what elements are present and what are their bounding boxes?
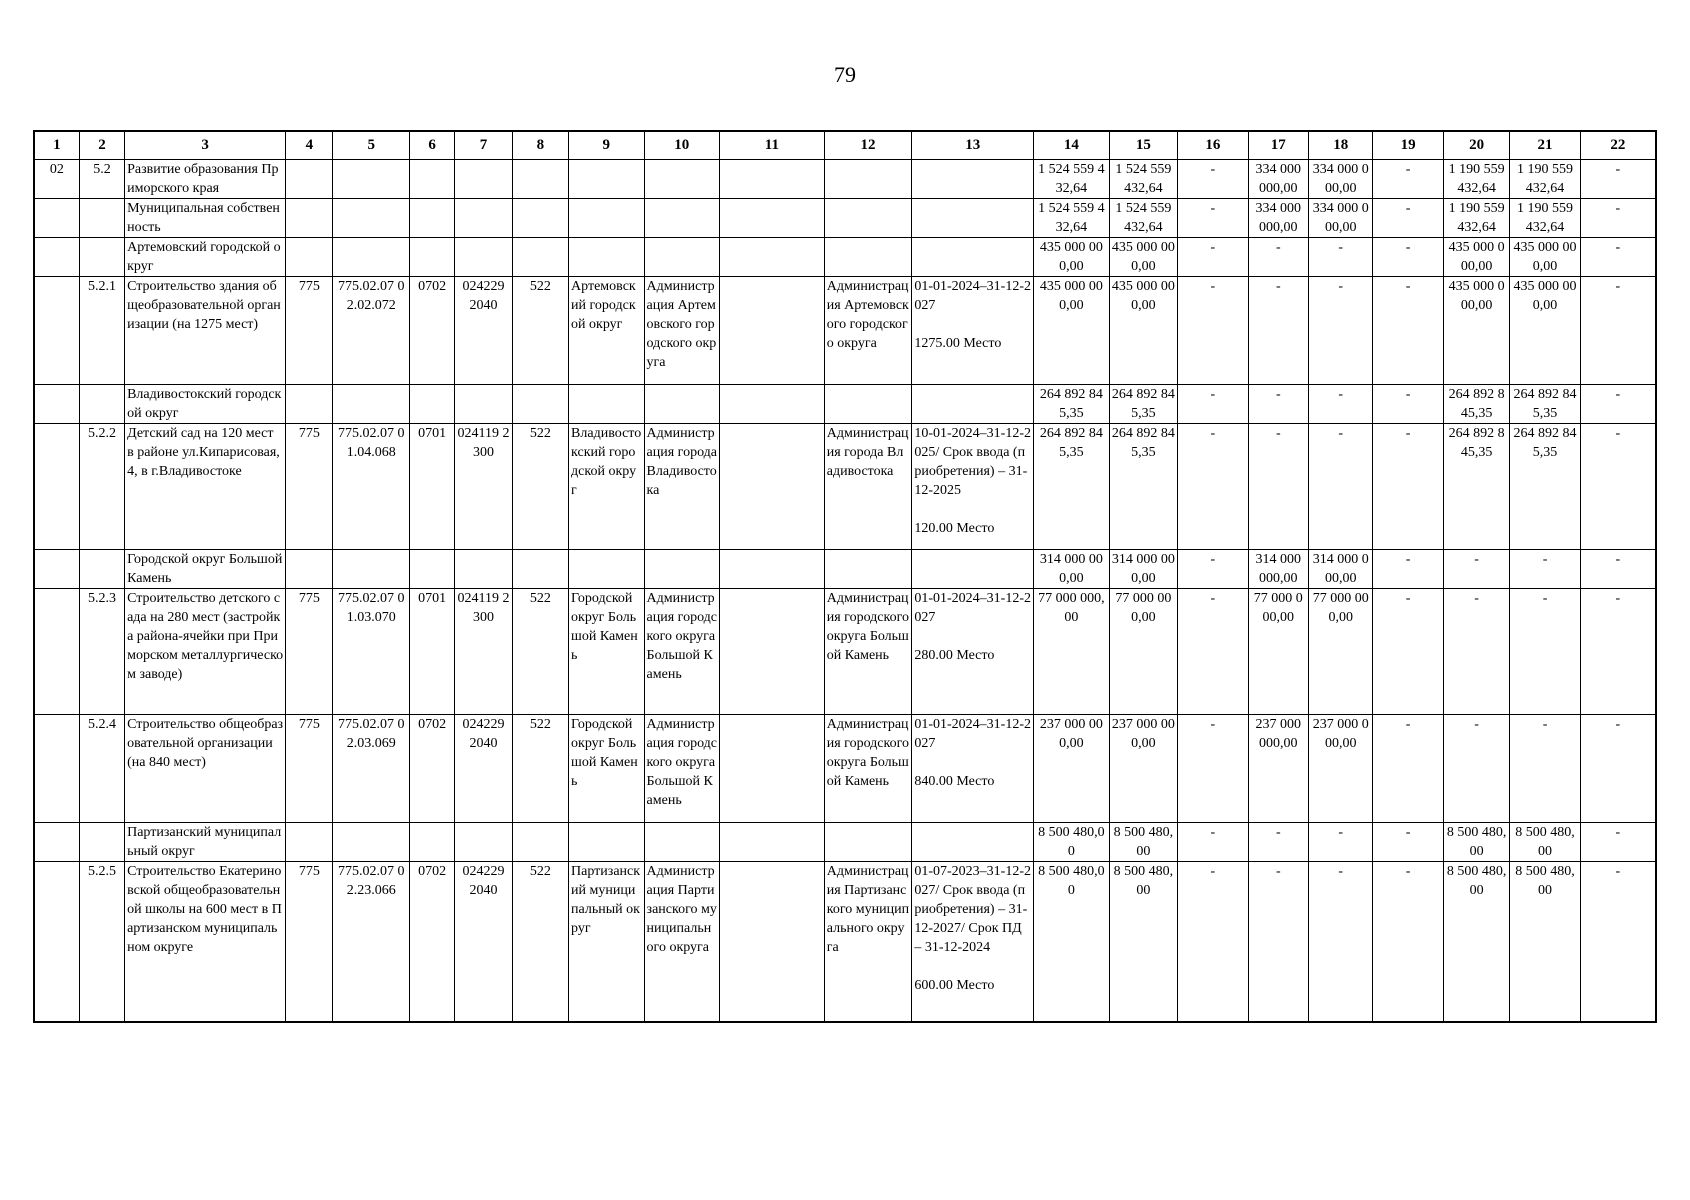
table-cell xyxy=(912,550,1034,589)
table-cell xyxy=(720,238,825,277)
table-cell xyxy=(512,160,568,199)
table-cell: 314 000 000,00 xyxy=(1109,550,1177,589)
table-cell xyxy=(34,385,79,424)
table-cell xyxy=(512,238,568,277)
table-cell: 1 190 559 432,64 xyxy=(1443,160,1509,199)
table-cell: 77 000 000,00 xyxy=(1308,589,1372,715)
table-cell: - xyxy=(1248,424,1308,550)
table-cell: - xyxy=(1248,385,1308,424)
table-cell xyxy=(455,385,512,424)
table-cell: - xyxy=(1580,550,1656,589)
table-cell xyxy=(34,424,79,550)
table-cell xyxy=(286,199,333,238)
table-cell: Администрация городского округа Большой Камень xyxy=(824,715,912,823)
table-cell xyxy=(824,199,912,238)
table-cell: 0702 xyxy=(410,862,455,1022)
column-header: 22 xyxy=(1580,131,1656,160)
table-cell xyxy=(569,385,645,424)
header-row xyxy=(34,131,1656,160)
table-cell: 237 000 000,00 xyxy=(1308,715,1372,823)
table-cell: 1 190 559 432,64 xyxy=(1443,199,1509,238)
table-cell: - xyxy=(1580,199,1656,238)
table-cell: 334 000 000,00 xyxy=(1248,199,1308,238)
table-cell: 264 892 845,35 xyxy=(1109,424,1177,550)
table-cell: - xyxy=(1580,589,1656,715)
table-header xyxy=(34,131,1656,160)
table-cell: Артемовский городской округ xyxy=(125,238,286,277)
table-cell xyxy=(34,715,79,823)
table-cell: 314 000 000,00 xyxy=(1034,550,1110,589)
table-row xyxy=(34,715,1656,823)
table-cell xyxy=(720,550,825,589)
table-cell xyxy=(333,160,410,199)
table-cell xyxy=(569,550,645,589)
table-cell: 522 xyxy=(512,715,568,823)
table-cell: 8 500 480,00 xyxy=(1443,862,1509,1022)
table-cell: - xyxy=(1580,385,1656,424)
table-cell: - xyxy=(1373,862,1443,1022)
table-cell xyxy=(720,823,825,862)
table-cell: - xyxy=(1510,550,1580,589)
table-cell: - xyxy=(1178,550,1248,589)
table-cell: Детский сад на 120 мест в районе ул.Кипарисовая, 4, в г.Владивостоке xyxy=(125,424,286,550)
column-header: 3 xyxy=(125,131,286,160)
table-cell xyxy=(644,550,720,589)
table-cell: 775 xyxy=(286,862,333,1022)
table-row xyxy=(34,424,1656,550)
table-cell xyxy=(410,238,455,277)
table-cell: - xyxy=(1308,424,1372,550)
table-cell: - xyxy=(1178,862,1248,1022)
table-cell: 77 000 000,00 xyxy=(1034,589,1110,715)
table-cell xyxy=(333,199,410,238)
table-cell: - xyxy=(1178,199,1248,238)
table-cell xyxy=(34,823,79,862)
table-cell: Администрация Артемовского городского округа xyxy=(824,277,912,385)
table-cell: - xyxy=(1443,589,1509,715)
table-cell: 0702 xyxy=(410,277,455,385)
table-cell: 1 190 559 432,64 xyxy=(1510,160,1580,199)
table-cell: 01-01-2024–31-12-2027 840.00 Место xyxy=(912,715,1034,823)
table-cell: - xyxy=(1580,238,1656,277)
column-header: 14 xyxy=(1034,131,1110,160)
table-cell: Администрация Артемовского городского округа xyxy=(644,277,720,385)
table-cell: - xyxy=(1308,238,1372,277)
table-cell xyxy=(286,550,333,589)
column-header: 9 xyxy=(569,131,645,160)
table-cell: 0701 xyxy=(410,424,455,550)
table-cell: - xyxy=(1178,160,1248,199)
table-cell xyxy=(569,199,645,238)
table-cell: Строительство здания общеобразовательной организации (на 1275 мест) xyxy=(125,277,286,385)
table-cell: - xyxy=(1373,715,1443,823)
table-row xyxy=(34,589,1656,715)
table-cell: 775 xyxy=(286,277,333,385)
table-cell xyxy=(410,823,455,862)
table-cell: 5.2.1 xyxy=(79,277,124,385)
table-cell: 435 000 000,00 xyxy=(1510,238,1580,277)
table-cell: - xyxy=(1373,160,1443,199)
table-cell xyxy=(720,385,825,424)
table-cell xyxy=(455,160,512,199)
table-cell: Строительство Екатериновской общеобразовательной школы на 600 мест в Партизанском муниципальном округе xyxy=(125,862,286,1022)
table-cell: 775.02.07 02.23.066 xyxy=(333,862,410,1022)
table-cell: Строительство общеобразовательной организации (на 840 мест) xyxy=(125,715,286,823)
column-header: 21 xyxy=(1510,131,1580,160)
table-cell: 522 xyxy=(512,277,568,385)
table-cell xyxy=(720,424,825,550)
table-cell xyxy=(410,385,455,424)
table-cell: 435 000 000,00 xyxy=(1443,238,1509,277)
table-cell: - xyxy=(1373,277,1443,385)
table-cell xyxy=(912,823,1034,862)
table-cell: - xyxy=(1443,550,1509,589)
table-cell: - xyxy=(1580,862,1656,1022)
table-row xyxy=(34,550,1656,589)
table-cell xyxy=(824,550,912,589)
table-cell: - xyxy=(1373,823,1443,862)
column-header: 4 xyxy=(286,131,333,160)
table-cell: Администрация города Владивостока xyxy=(824,424,912,550)
table-cell: - xyxy=(1580,823,1656,862)
column-header: 10 xyxy=(644,131,720,160)
column-header: 6 xyxy=(410,131,455,160)
table-cell: - xyxy=(1580,424,1656,550)
table-cell: - xyxy=(1373,238,1443,277)
table-row xyxy=(34,160,1656,199)
table-cell: 264 892 845,35 xyxy=(1510,385,1580,424)
table-cell: 1 524 559 432,64 xyxy=(1109,199,1177,238)
table-cell: 024119 2300 xyxy=(455,424,512,550)
table-cell xyxy=(333,385,410,424)
table-cell: 775.02.07 01.04.068 xyxy=(333,424,410,550)
table-cell xyxy=(34,277,79,385)
table-cell xyxy=(79,550,124,589)
table-cell xyxy=(512,550,568,589)
table-cell: Городской округ Большой Камень xyxy=(569,589,645,715)
table-cell xyxy=(410,160,455,199)
table-cell: Городской округ Большой Камень xyxy=(125,550,286,589)
table-cell: 77 000 000,00 xyxy=(1248,589,1308,715)
table-cell: - xyxy=(1248,277,1308,385)
table-cell: 334 000 000,00 xyxy=(1308,199,1372,238)
table-cell: Развитие образования Приморского края xyxy=(125,160,286,199)
table-cell: - xyxy=(1373,385,1443,424)
table-cell: 334 000 000,00 xyxy=(1308,160,1372,199)
table-cell xyxy=(410,199,455,238)
table-cell: 1 524 559 432,64 xyxy=(1034,199,1110,238)
column-header: 17 xyxy=(1248,131,1308,160)
table-cell: - xyxy=(1178,589,1248,715)
table-cell xyxy=(34,862,79,1022)
table-cell: 264 892 845,35 xyxy=(1034,385,1110,424)
table-cell: 8 500 480,00 xyxy=(1034,862,1110,1022)
table-row xyxy=(34,199,1656,238)
table-row xyxy=(34,823,1656,862)
table-cell: - xyxy=(1308,823,1372,862)
table-cell: 01-01-2024–31-12-2027 1275.00 Место xyxy=(912,277,1034,385)
table-cell xyxy=(912,385,1034,424)
table-cell: 024119 2300 xyxy=(455,589,512,715)
column-header: 12 xyxy=(824,131,912,160)
table-cell xyxy=(34,589,79,715)
table-cell xyxy=(79,823,124,862)
table-cell: 522 xyxy=(512,424,568,550)
table-cell xyxy=(512,823,568,862)
table-cell: - xyxy=(1308,862,1372,1022)
table-cell xyxy=(720,862,825,1022)
table-cell: - xyxy=(1510,715,1580,823)
table-cell: - xyxy=(1373,424,1443,550)
column-header: 13 xyxy=(912,131,1034,160)
table-cell xyxy=(286,823,333,862)
table-cell: 8 500 480,00 xyxy=(1510,823,1580,862)
table-cell: 024229 2040 xyxy=(455,715,512,823)
table-cell: - xyxy=(1373,589,1443,715)
table-cell xyxy=(720,589,825,715)
table-cell: 5.2.2 xyxy=(79,424,124,550)
table-cell: 264 892 845,35 xyxy=(1443,424,1509,550)
table-cell: 435 000 000,00 xyxy=(1109,277,1177,385)
table-cell xyxy=(912,160,1034,199)
table-cell: 5.2.4 xyxy=(79,715,124,823)
table-cell: 0702 xyxy=(410,715,455,823)
table-cell: - xyxy=(1580,715,1656,823)
table-cell: 264 892 845,35 xyxy=(1443,385,1509,424)
table-cell: 024229 2040 xyxy=(455,862,512,1022)
table-cell: Артемовский городской округ xyxy=(569,277,645,385)
table-cell xyxy=(34,199,79,238)
table-cell: - xyxy=(1443,715,1509,823)
table-cell xyxy=(912,199,1034,238)
table-cell xyxy=(644,823,720,862)
column-header: 1 xyxy=(34,131,79,160)
table-cell xyxy=(79,199,124,238)
table-cell: - xyxy=(1580,160,1656,199)
table-cell: Муниципальная собственность xyxy=(125,199,286,238)
table-cell: 1 524 559 432,64 xyxy=(1109,160,1177,199)
table-cell: 435 000 000,00 xyxy=(1510,277,1580,385)
table-cell: 237 000 000,00 xyxy=(1034,715,1110,823)
table-cell: 264 892 845,35 xyxy=(1510,424,1580,550)
table-row xyxy=(34,277,1656,385)
table-cell: - xyxy=(1248,238,1308,277)
table-cell xyxy=(286,238,333,277)
table-cell: 02 xyxy=(34,160,79,199)
table-cell xyxy=(720,277,825,385)
table-cell: 775 xyxy=(286,715,333,823)
table-cell xyxy=(824,823,912,862)
table-cell: - xyxy=(1178,823,1248,862)
table-cell: 237 000 000,00 xyxy=(1109,715,1177,823)
table-cell xyxy=(286,160,333,199)
table-cell: 334 000 000,00 xyxy=(1248,160,1308,199)
table-cell xyxy=(512,385,568,424)
table-cell: 775 xyxy=(286,589,333,715)
table-cell: 435 000 000,00 xyxy=(1034,238,1110,277)
column-header: 11 xyxy=(720,131,825,160)
table-cell: Владивостокский городской округ xyxy=(569,424,645,550)
table-cell xyxy=(512,199,568,238)
table-cell xyxy=(644,199,720,238)
table-cell xyxy=(333,238,410,277)
table-row xyxy=(34,862,1656,1022)
table-cell xyxy=(569,160,645,199)
table-cell xyxy=(34,550,79,589)
table-cell: - xyxy=(1178,385,1248,424)
table-cell xyxy=(569,823,645,862)
table-cell xyxy=(34,238,79,277)
table-cell: 1 524 559 432,64 xyxy=(1034,160,1110,199)
page-number: 79 xyxy=(834,62,856,87)
table-cell xyxy=(410,550,455,589)
table-cell: 5.2 xyxy=(79,160,124,199)
table-cell: 8 500 480,00 xyxy=(1109,862,1177,1022)
table-cell: - xyxy=(1373,550,1443,589)
table-cell: - xyxy=(1178,277,1248,385)
table-cell: 8 500 480,00 xyxy=(1510,862,1580,1022)
table-cell xyxy=(720,199,825,238)
table-cell: - xyxy=(1308,277,1372,385)
table-cell xyxy=(720,715,825,823)
table-cell: 522 xyxy=(512,862,568,1022)
table-cell: - xyxy=(1248,862,1308,1022)
table-cell: Администрация города Владивостока xyxy=(644,424,720,550)
table-cell: 314 000 000,00 xyxy=(1308,550,1372,589)
table-cell: Администрация городского округа Большой Камень xyxy=(644,589,720,715)
table-cell: Городской округ Большой Камень xyxy=(569,715,645,823)
table-cell xyxy=(644,238,720,277)
table-cell: 8 500 480,00 xyxy=(1034,823,1110,862)
table-cell xyxy=(824,385,912,424)
table-body xyxy=(34,160,1656,1022)
table-cell: Партизанский муниципальный округ xyxy=(125,823,286,862)
table-cell xyxy=(286,385,333,424)
table-cell: - xyxy=(1580,277,1656,385)
table-cell: 237 000 000,00 xyxy=(1248,715,1308,823)
table-cell xyxy=(333,823,410,862)
column-header: 5 xyxy=(333,131,410,160)
table-cell: - xyxy=(1248,823,1308,862)
table-cell: 775 xyxy=(286,424,333,550)
table-cell: 01-01-2024–31-12-2027 280.00 Место xyxy=(912,589,1034,715)
table-cell: 1 190 559 432,64 xyxy=(1510,199,1580,238)
table-cell: 435 000 000,00 xyxy=(1034,277,1110,385)
table-cell: 264 892 845,35 xyxy=(1034,424,1110,550)
table-cell: - xyxy=(1178,238,1248,277)
table-cell: 8 500 480,00 xyxy=(1443,823,1509,862)
table-cell: - xyxy=(1178,715,1248,823)
table-cell xyxy=(569,238,645,277)
table-cell: Строительство детского сада на 280 мест (застройка района-ячейки при Приморском металлургическом заводе) xyxy=(125,589,286,715)
table-cell xyxy=(455,199,512,238)
table-cell: 01-07-2023–31-12-2027/ Срок ввода (приобретения) – 31-12-2027/ Срок ПД – 31-12-2024 600.00 Место xyxy=(912,862,1034,1022)
table-cell xyxy=(644,160,720,199)
table-cell: - xyxy=(1510,589,1580,715)
table-cell xyxy=(455,238,512,277)
table-cell xyxy=(824,238,912,277)
table-cell: 775.02.07 02.02.072 xyxy=(333,277,410,385)
column-header: 20 xyxy=(1443,131,1509,160)
table-cell: Партизанский муниципальный округ xyxy=(569,862,645,1022)
table-cell: Администрация Партизанского муниципального округа xyxy=(824,862,912,1022)
table-cell: 77 000 000,00 xyxy=(1109,589,1177,715)
table-cell: Администрация городского округа Большой Камень xyxy=(824,589,912,715)
table-row xyxy=(34,238,1656,277)
table-cell: - xyxy=(1308,385,1372,424)
column-header: 15 xyxy=(1109,131,1177,160)
column-header: 7 xyxy=(455,131,512,160)
table-cell: 775.02.07 01.03.070 xyxy=(333,589,410,715)
table-cell: 8 500 480,00 xyxy=(1109,823,1177,862)
table-cell: - xyxy=(1178,424,1248,550)
column-header: 19 xyxy=(1373,131,1443,160)
table-cell xyxy=(644,385,720,424)
table-cell xyxy=(79,238,124,277)
table-cell xyxy=(912,238,1034,277)
table-cell: 5.2.5 xyxy=(79,862,124,1022)
column-header: 8 xyxy=(512,131,568,160)
table-cell: - xyxy=(1373,199,1443,238)
table-cell xyxy=(79,385,124,424)
table-cell xyxy=(333,550,410,589)
table-cell: 435 000 000,00 xyxy=(1109,238,1177,277)
table-cell: Администрация Партизанского муниципального округа xyxy=(644,862,720,1022)
table-cell: 5.2.3 xyxy=(79,589,124,715)
table-cell: 314 000 000,00 xyxy=(1248,550,1308,589)
table-cell: Владивостокский городской округ xyxy=(125,385,286,424)
column-header: 2 xyxy=(79,131,124,160)
table-cell xyxy=(824,160,912,199)
table-cell: Администрация городского округа Большой Камень xyxy=(644,715,720,823)
table-cell: 775.02.07 02.03.069 xyxy=(333,715,410,823)
table-cell xyxy=(455,823,512,862)
table-cell: 522 xyxy=(512,589,568,715)
table-cell: 10-01-2024–31-12-2025/ Срок ввода (приобретения) – 31-12-2025 120.00 Место xyxy=(912,424,1034,550)
table-cell: 0701 xyxy=(410,589,455,715)
table-cell xyxy=(455,550,512,589)
table-cell: 024229 2040 xyxy=(455,277,512,385)
budget-table xyxy=(33,130,1657,1023)
table-cell: 264 892 845,35 xyxy=(1109,385,1177,424)
table-row xyxy=(34,385,1656,424)
column-header: 18 xyxy=(1308,131,1372,160)
column-header: 16 xyxy=(1178,131,1248,160)
table-cell xyxy=(720,160,825,199)
table-cell: 435 000 000,00 xyxy=(1443,277,1509,385)
